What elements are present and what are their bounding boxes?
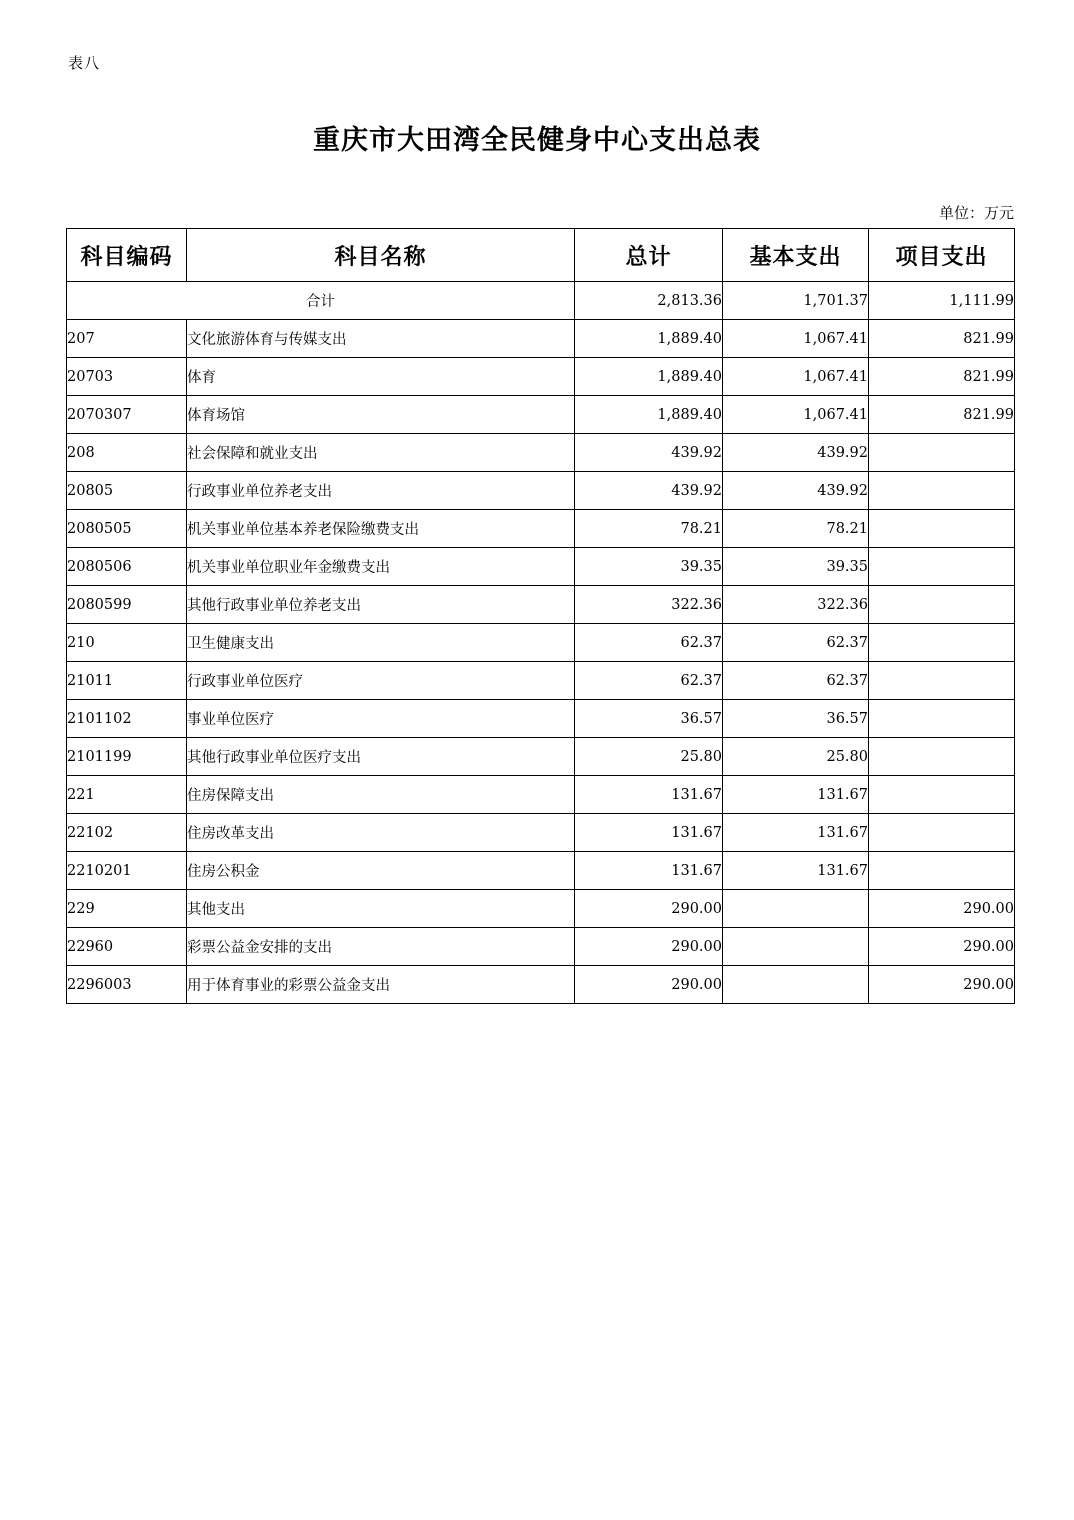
row-total: 322.36 — [575, 586, 723, 624]
row-basic: 439.92 — [723, 472, 869, 510]
table-row-total — [67, 282, 1015, 320]
row-basic — [723, 928, 869, 966]
row-name: 机关事业单位职业年金缴费支出 — [187, 548, 575, 586]
column-header-total: 总计 — [575, 229, 723, 282]
table-row — [67, 320, 1015, 358]
row-code: 22102 — [67, 814, 187, 852]
row-code: 210 — [67, 624, 187, 662]
row-name: 机关事业单位基本养老保险缴费支出 — [187, 510, 575, 548]
table-number-label: 表八 — [68, 54, 101, 72]
unit-note: 单位：万元 — [938, 204, 1014, 222]
row-name: 事业单位医疗 — [187, 700, 575, 738]
row-project — [869, 624, 1015, 662]
row-total-project: 1,111.99 — [869, 282, 1015, 320]
row-basic: 1,067.41 — [723, 320, 869, 358]
row-project: 821.99 — [869, 358, 1015, 396]
row-project — [869, 510, 1015, 548]
row-code: 229 — [67, 890, 187, 928]
row-code: 2210201 — [67, 852, 187, 890]
row-project — [869, 472, 1015, 510]
table-row — [67, 814, 1015, 852]
row-project: 290.00 — [869, 928, 1015, 966]
table-row — [67, 434, 1015, 472]
table-body — [67, 282, 1015, 1004]
column-header-basic: 基本支出 — [723, 229, 869, 282]
row-project — [869, 662, 1015, 700]
row-total: 290.00 — [575, 890, 723, 928]
row-total: 439.92 — [575, 434, 723, 472]
row-project — [869, 852, 1015, 890]
row-code: 22960 — [67, 928, 187, 966]
row-total: 78.21 — [575, 510, 723, 548]
expenditure-table — [66, 228, 1015, 1004]
row-code: 2101102 — [67, 700, 187, 738]
table-row — [67, 776, 1015, 814]
row-name: 行政事业单位医疗 — [187, 662, 575, 700]
row-code: 2296003 — [67, 966, 187, 1004]
row-code: 2080505 — [67, 510, 187, 548]
row-basic: 1,067.41 — [723, 358, 869, 396]
table-row — [67, 928, 1015, 966]
row-total: 1,889.40 — [575, 320, 723, 358]
row-total-total: 2,813.36 — [575, 282, 723, 320]
row-total-basic: 1,701.37 — [723, 282, 869, 320]
row-total: 290.00 — [575, 966, 723, 1004]
table-row — [67, 396, 1015, 434]
row-name: 卫生健康支出 — [187, 624, 575, 662]
row-total: 39.35 — [575, 548, 723, 586]
row-name: 住房改革支出 — [187, 814, 575, 852]
row-project: 290.00 — [869, 890, 1015, 928]
table-row — [67, 624, 1015, 662]
row-label-total: 合计 — [67, 282, 575, 320]
row-name: 其他行政事业单位养老支出 — [187, 586, 575, 624]
column-header-name: 科目名称 — [187, 229, 575, 282]
row-basic — [723, 966, 869, 1004]
row-project — [869, 548, 1015, 586]
row-name: 其他支出 — [187, 890, 575, 928]
row-project — [869, 776, 1015, 814]
row-code: 2080599 — [67, 586, 187, 624]
row-basic: 62.37 — [723, 624, 869, 662]
row-basic: 322.36 — [723, 586, 869, 624]
row-code: 2080506 — [67, 548, 187, 586]
row-basic: 62.37 — [723, 662, 869, 700]
row-code: 20703 — [67, 358, 187, 396]
row-name: 住房公积金 — [187, 852, 575, 890]
table-row — [67, 662, 1015, 700]
row-project — [869, 586, 1015, 624]
row-total: 290.00 — [575, 928, 723, 966]
row-total: 62.37 — [575, 624, 723, 662]
row-code: 221 — [67, 776, 187, 814]
table-row — [67, 738, 1015, 776]
column-header-code: 科目编码 — [67, 229, 187, 282]
row-code: 2070307 — [67, 396, 187, 434]
row-name: 行政事业单位养老支出 — [187, 472, 575, 510]
row-total: 1,889.40 — [575, 358, 723, 396]
row-basic: 39.35 — [723, 548, 869, 586]
row-basic: 131.67 — [723, 852, 869, 890]
row-name: 用于体育事业的彩票公益金支出 — [187, 966, 575, 1004]
row-name: 住房保障支出 — [187, 776, 575, 814]
row-basic: 439.92 — [723, 434, 869, 472]
table-row — [67, 510, 1015, 548]
row-basic: 78.21 — [723, 510, 869, 548]
table-row — [67, 358, 1015, 396]
table-header — [67, 229, 1015, 282]
table-row — [67, 586, 1015, 624]
row-basic: 36.57 — [723, 700, 869, 738]
column-header-project: 项目支出 — [869, 229, 1015, 282]
page-title: 重庆市大田湾全民健身中心支出总表 — [313, 125, 761, 156]
row-basic — [723, 890, 869, 928]
row-name: 社会保障和就业支出 — [187, 434, 575, 472]
row-name: 其他行政事业单位医疗支出 — [187, 738, 575, 776]
table-header-row — [67, 229, 1015, 282]
row-project: 290.00 — [869, 966, 1015, 1004]
row-code: 208 — [67, 434, 187, 472]
row-name: 体育场馆 — [187, 396, 575, 434]
row-total: 1,889.40 — [575, 396, 723, 434]
row-code: 20805 — [67, 472, 187, 510]
row-basic: 131.67 — [723, 776, 869, 814]
row-project — [869, 700, 1015, 738]
row-total: 62.37 — [575, 662, 723, 700]
row-total: 131.67 — [575, 814, 723, 852]
row-basic: 131.67 — [723, 814, 869, 852]
row-project — [869, 738, 1015, 776]
row-project — [869, 434, 1015, 472]
row-project: 821.99 — [869, 396, 1015, 434]
row-name: 彩票公益金安排的支出 — [187, 928, 575, 966]
table-row — [67, 966, 1015, 1004]
table-row — [67, 890, 1015, 928]
table-row — [67, 852, 1015, 890]
row-code: 21011 — [67, 662, 187, 700]
row-total: 131.67 — [575, 776, 723, 814]
row-total: 439.92 — [575, 472, 723, 510]
table-row — [67, 548, 1015, 586]
row-basic: 25.80 — [723, 738, 869, 776]
row-project: 821.99 — [869, 320, 1015, 358]
row-name: 体育 — [187, 358, 575, 396]
row-project — [869, 814, 1015, 852]
row-basic: 1,067.41 — [723, 396, 869, 434]
row-total: 36.57 — [575, 700, 723, 738]
row-code: 2101199 — [67, 738, 187, 776]
row-total: 25.80 — [575, 738, 723, 776]
row-code: 207 — [67, 320, 187, 358]
table-row — [67, 472, 1015, 510]
row-total: 131.67 — [575, 852, 723, 890]
row-name: 文化旅游体育与传媒支出 — [187, 320, 575, 358]
table-row — [67, 700, 1015, 738]
